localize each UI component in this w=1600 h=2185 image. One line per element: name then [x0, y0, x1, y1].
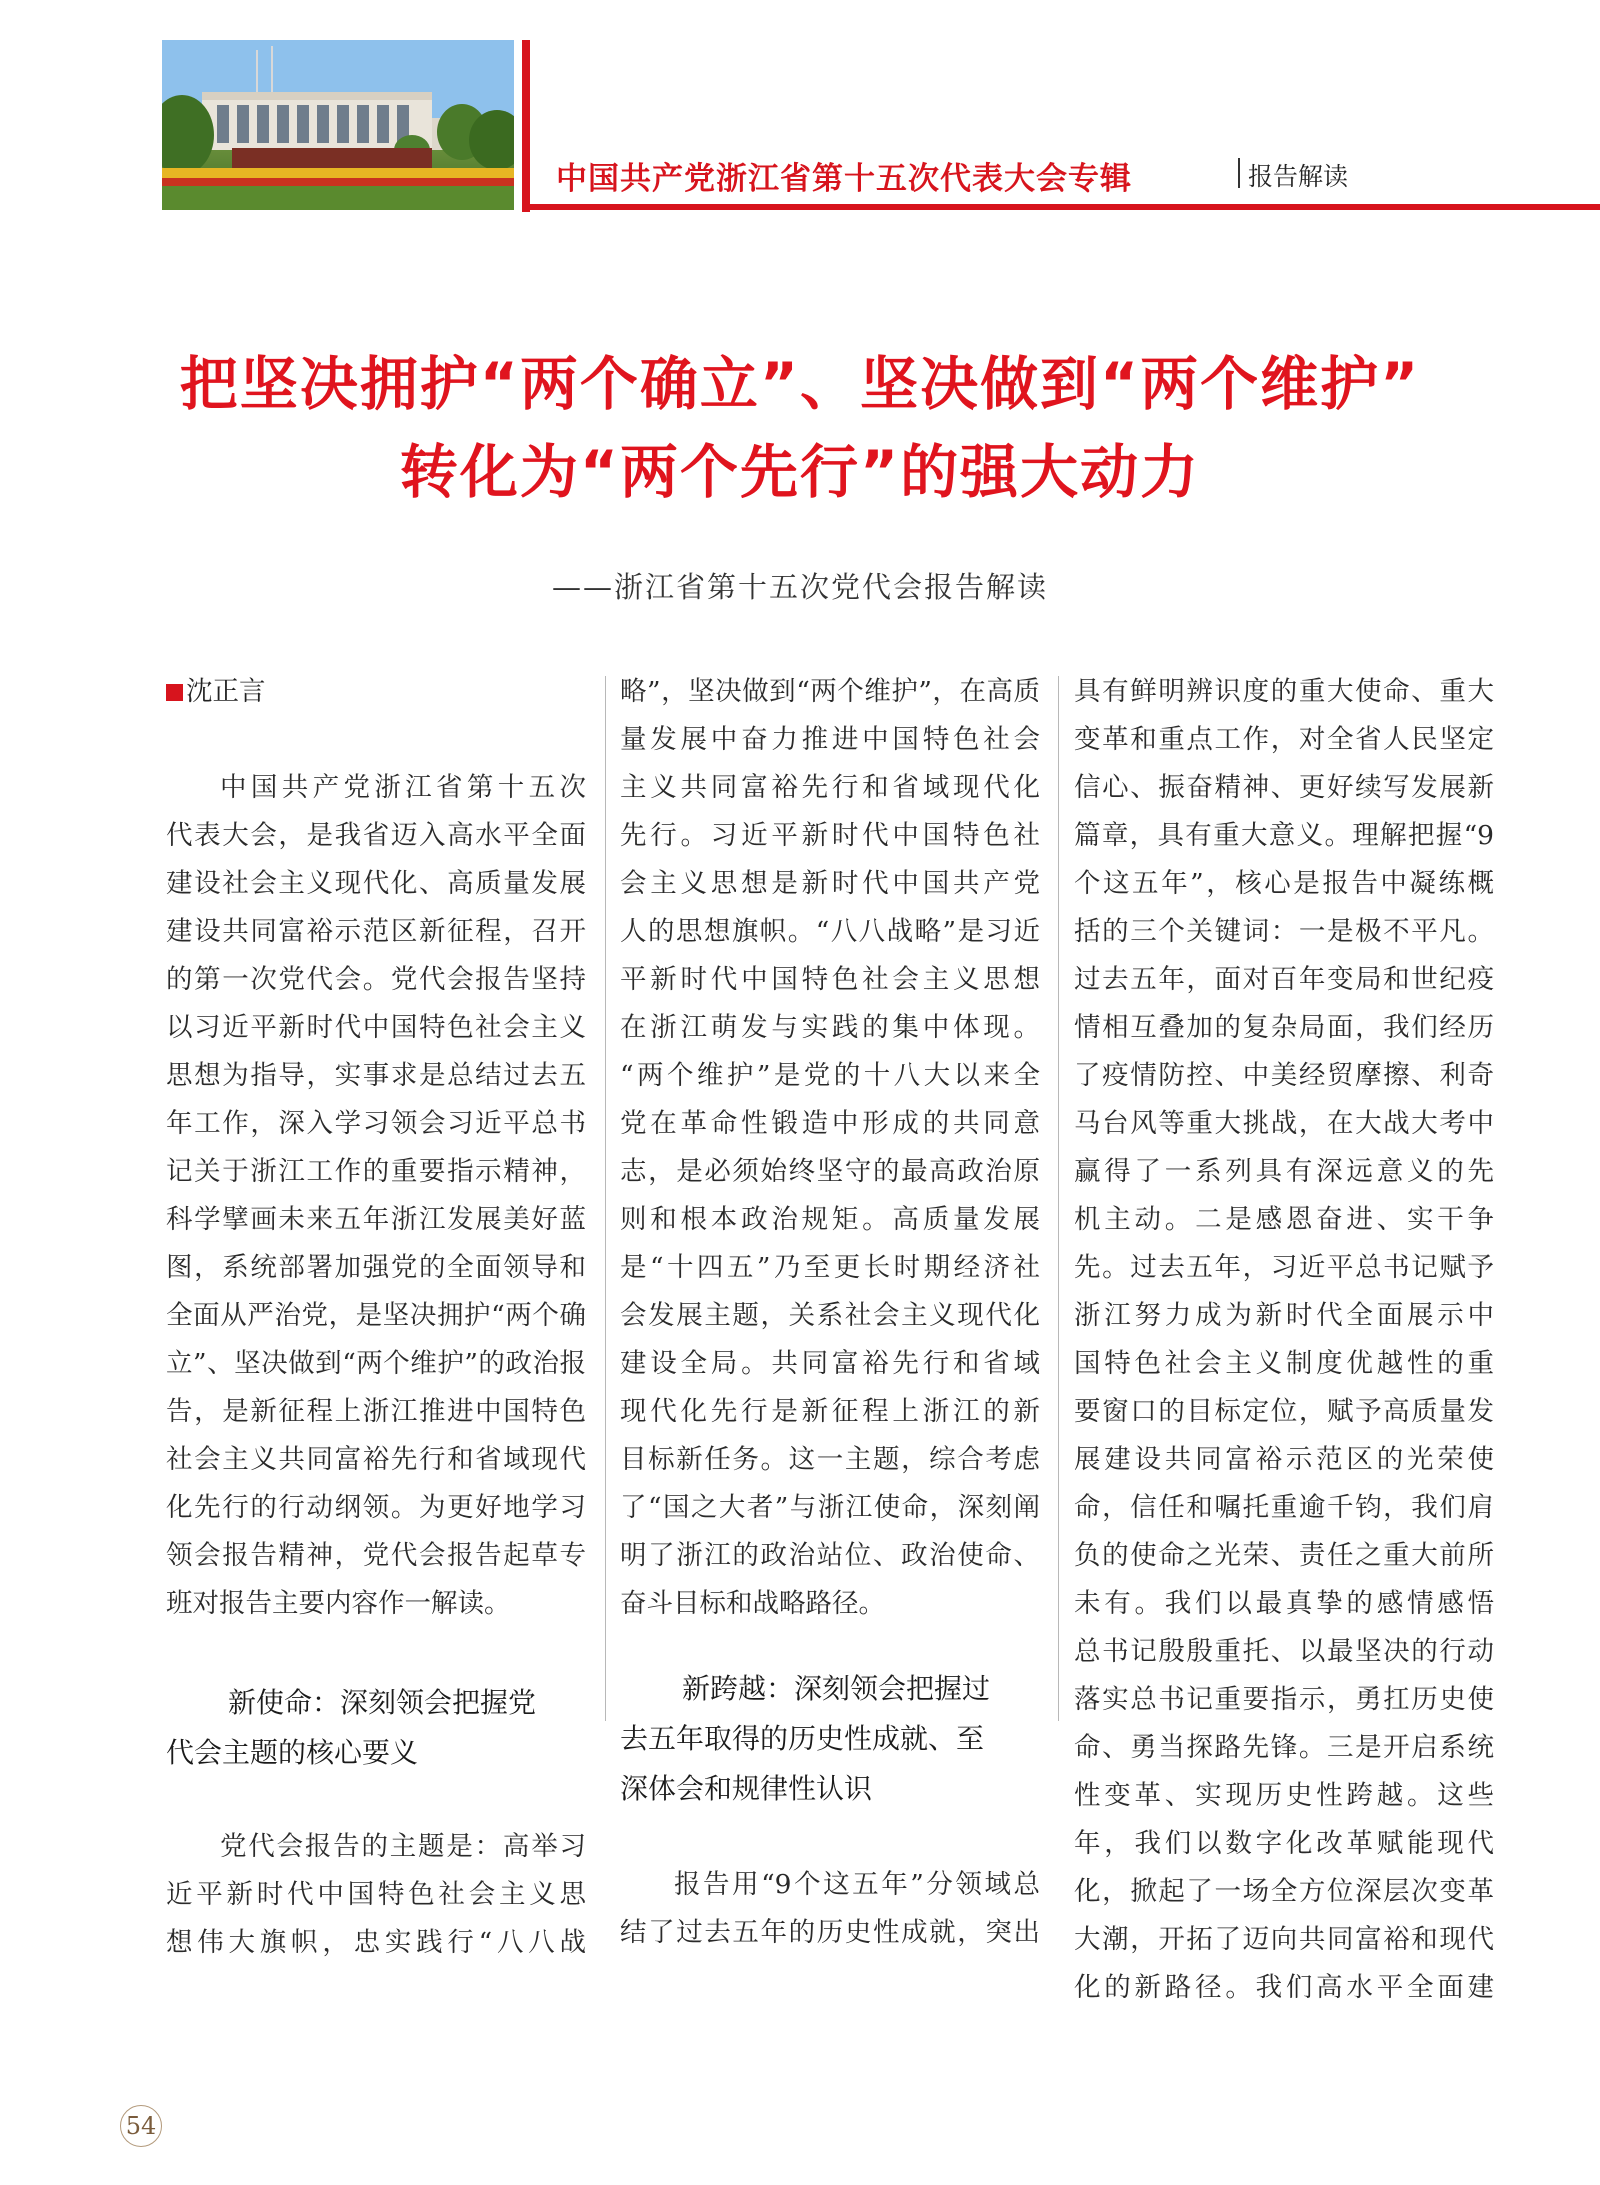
article-subtitle: ——浙江省第十五次党代会报告解读: [551, 570, 1048, 604]
paragraph-line: 人的思想旗帜。“八八战略”是习近: [620, 916, 1040, 947]
paragraph-line: 党代会报告的主题是：高举习: [220, 1831, 586, 1862]
column-divider: [1058, 676, 1059, 1721]
paragraph-line: 是“十四五”乃至更长时期经济社: [620, 1252, 1040, 1283]
section-label: 报告解读: [1248, 162, 1349, 191]
paragraph-line: 则和根本政治规矩。高质量发展: [620, 1204, 1040, 1235]
paragraph-line: 略”，坚决做到“两个维护”，在高质: [620, 676, 1040, 707]
section-heading-mission: [166, 1678, 586, 1778]
section-heading-leap: [620, 1664, 1040, 1814]
paragraph-line: 中国共产党浙江省第十五次: [220, 772, 586, 803]
paragraph-line: 落实总书记重要指示，勇扛历史使: [1074, 1684, 1494, 1715]
paragraph-line: 化先行的行动纲领。为更好地学习: [166, 1492, 586, 1523]
paragraph-line: 了“国之大者”与浙江使命，深刻阐: [620, 1492, 1040, 1523]
paragraph-line: 建设社会主义现代化、高质量发展: [166, 868, 586, 899]
paragraph-line: 命，信任和嘱托重逾千钧，我们肩: [1074, 1492, 1494, 1523]
header-photo-building: [162, 40, 514, 210]
paragraph-line: 图，系统部署加强党的全面领导和: [166, 1252, 586, 1283]
paragraph-line: 平新时代中国特色社会主义思想: [620, 964, 1040, 995]
column-divider: [605, 676, 606, 1721]
red-square-icon: [166, 684, 183, 701]
paragraph-line: 近平新时代中国特色社会主义思: [166, 1879, 586, 1910]
paragraph-line: 具有鲜明辨识度的重大使命、重大: [1074, 676, 1494, 707]
paragraph-line: 代表大会，是我省迈入高水平全面: [166, 820, 586, 851]
article-title-line-2: 转化为“两个先行”的强大动力: [399, 438, 1201, 506]
paragraph-line: 主义共同富裕先行和省域现代化: [620, 772, 1040, 803]
header-rule: [522, 204, 1600, 210]
paragraph-line: 机主动。二是感恩奋进、实干争: [1074, 1204, 1494, 1235]
heading-line: 代会主题的核心要义: [166, 1736, 419, 1769]
paragraph-line: 马台风等重大挑战，在大战大考中: [1074, 1108, 1494, 1139]
paragraph-line: 记关于浙江工作的重要指示精神，: [166, 1156, 586, 1187]
text-column-1: [166, 668, 586, 1967]
paragraph-line: 全面从严治党，是坚决拥护“两个确: [166, 1300, 586, 1331]
paragraph-line: 先。过去五年，习近平总书记赋予: [1074, 1252, 1494, 1283]
paragraph-line: 想伟大旗帜，忠实践行“八八战: [166, 1927, 586, 1958]
paragraph-line: 情相互叠加的复杂局面，我们经历: [1074, 1012, 1494, 1043]
paragraph-line: 的第一次党代会。党代会报告坚持: [166, 964, 586, 995]
paragraph-line: 以习近平新时代中国特色社会主义: [166, 1012, 586, 1043]
paragraph-line: 化的新路径。我们高水平全面建: [1074, 1972, 1494, 2003]
paragraph-line: 命、勇当探路先锋。三是开启系统: [1074, 1732, 1494, 1763]
paragraph-line: 年工作，深入学习领会习近平总书: [166, 1108, 586, 1139]
paragraph-line: “两个维护”是党的十八大以来全: [620, 1060, 1040, 1091]
paragraph-line: 大潮，开拓了迈向共同富裕和现代: [1074, 1924, 1494, 1955]
heading-line: 去五年取得的历史性成就、至: [620, 1722, 985, 1755]
paragraph-line: 篇章，具有重大意义。理解把握“9: [1074, 820, 1494, 851]
author-name: 沈正言: [186, 676, 266, 707]
heading-line: 新跨越：深刻领会把握过: [682, 1672, 991, 1705]
paragraph-line: 社会主义共同富裕先行和省域现代: [166, 1444, 586, 1475]
paragraph-line: 建设全局。共同富裕先行和省域: [620, 1348, 1040, 1379]
paragraph-line: 个这五年”，核心是报告中凝练概: [1074, 868, 1494, 899]
heading-line: 新使命：深刻领会把握党: [228, 1686, 537, 1719]
paragraph-line: 会主义思想是新时代中国共产党: [620, 868, 1040, 899]
paragraph-line: 化，掀起了一场全方位深层次变革: [1074, 1876, 1494, 1907]
paragraph-line: 告，是新征程上浙江推进中国特色: [166, 1396, 586, 1427]
paragraph-line: 建设共同富裕示范区新征程，召开: [166, 916, 586, 947]
paragraph-line: 要窗口的目标定位，赋予高质量发: [1074, 1396, 1494, 1427]
paragraph-line: 量发展中奋力推进中国特色社会: [620, 724, 1040, 755]
paragraph-line: 领会报告精神，党代会报告起草专: [166, 1540, 586, 1571]
paragraph-line: 结了过去五年的历史性成就，突出: [620, 1917, 1040, 1948]
paragraph-line: 浙江努力成为新时代全面展示中: [1074, 1300, 1494, 1331]
page-number: 54: [120, 2105, 162, 2147]
author-byline: [166, 668, 586, 716]
header-accent-bar: [522, 40, 530, 212]
paragraph-line: 志，是必须始终坚守的最高政治原: [620, 1156, 1040, 1187]
paragraph-line: 年，我们以数字化改革赋能现代: [1074, 1828, 1494, 1859]
paragraph-line: 变革和重点工作，对全省人民坚定: [1074, 724, 1494, 755]
text-column-3: [1074, 668, 1494, 2012]
paragraph-line: 班对报告主要内容作一解读。: [166, 1588, 511, 1619]
paragraph-line: 赢得了一系列具有深远意义的先: [1074, 1156, 1494, 1187]
article-title-line-1: 把坚决拥护“两个确立”、坚决做到“两个维护”: [179, 350, 1421, 418]
paragraph-line: 国特色社会主义制度优越性的重: [1074, 1348, 1494, 1379]
paragraph-line: 在浙江萌发与实践的集中体现。: [620, 1012, 1040, 1043]
paragraph-line: 括的三个关键词：一是极不平凡。: [1074, 916, 1494, 947]
paragraph-line: 未有。我们以最真挚的感情感悟: [1074, 1588, 1494, 1619]
issue-title: 中国共产党浙江省第十五次代表大会专辑: [556, 161, 1132, 197]
paragraph-line: 思想为指导，实事求是总结过去五: [166, 1060, 586, 1091]
paragraph-line: 科学擘画未来五年浙江发展美好蓝: [166, 1204, 586, 1235]
paragraph-line: 信心、振奋精神、更好续写发展新: [1074, 772, 1494, 803]
header-separator: [1238, 158, 1240, 188]
paragraph-line: 展建设共同富裕示范区的光荣使: [1074, 1444, 1494, 1475]
paragraph-line: 性变革、实现历史性跨越。这些: [1074, 1780, 1494, 1811]
paragraph-line: 党在革命性锻造中形成的共同意: [620, 1108, 1040, 1139]
paragraph-line: 总书记殷殷重托、以最坚决的行动: [1074, 1636, 1494, 1667]
paragraph-line: 会发展主题，关系社会主义现代化: [620, 1300, 1040, 1331]
paragraph-line: 负的使命之光荣、责任之重大前所: [1074, 1540, 1494, 1571]
paragraph-line: 明了浙江的政治站位、政治使命、: [620, 1540, 1040, 1571]
paragraph-line: 奋斗目标和战略路径。: [620, 1588, 885, 1619]
heading-line: 深体会和规律性认识: [620, 1772, 873, 1805]
paragraph-line: 过去五年，面对百年变局和世纪疫: [1074, 964, 1494, 995]
paragraph-line: 立”、坚决做到“两个维护”的政治报: [166, 1348, 586, 1379]
paragraph-line: 了疫情防控、中美经贸摩擦、利奇: [1074, 1060, 1494, 1091]
paragraph-line: 先行。习近平新时代中国特色社: [620, 820, 1040, 851]
paragraph-line: 目标新任务。这一主题，综合考虑: [620, 1444, 1040, 1475]
paragraph-line: 报告用“9个这五年”分领域总: [674, 1869, 1040, 1900]
paragraph-line: 现代化先行是新征程上浙江的新: [620, 1396, 1040, 1427]
text-column-2: [620, 668, 1040, 1957]
